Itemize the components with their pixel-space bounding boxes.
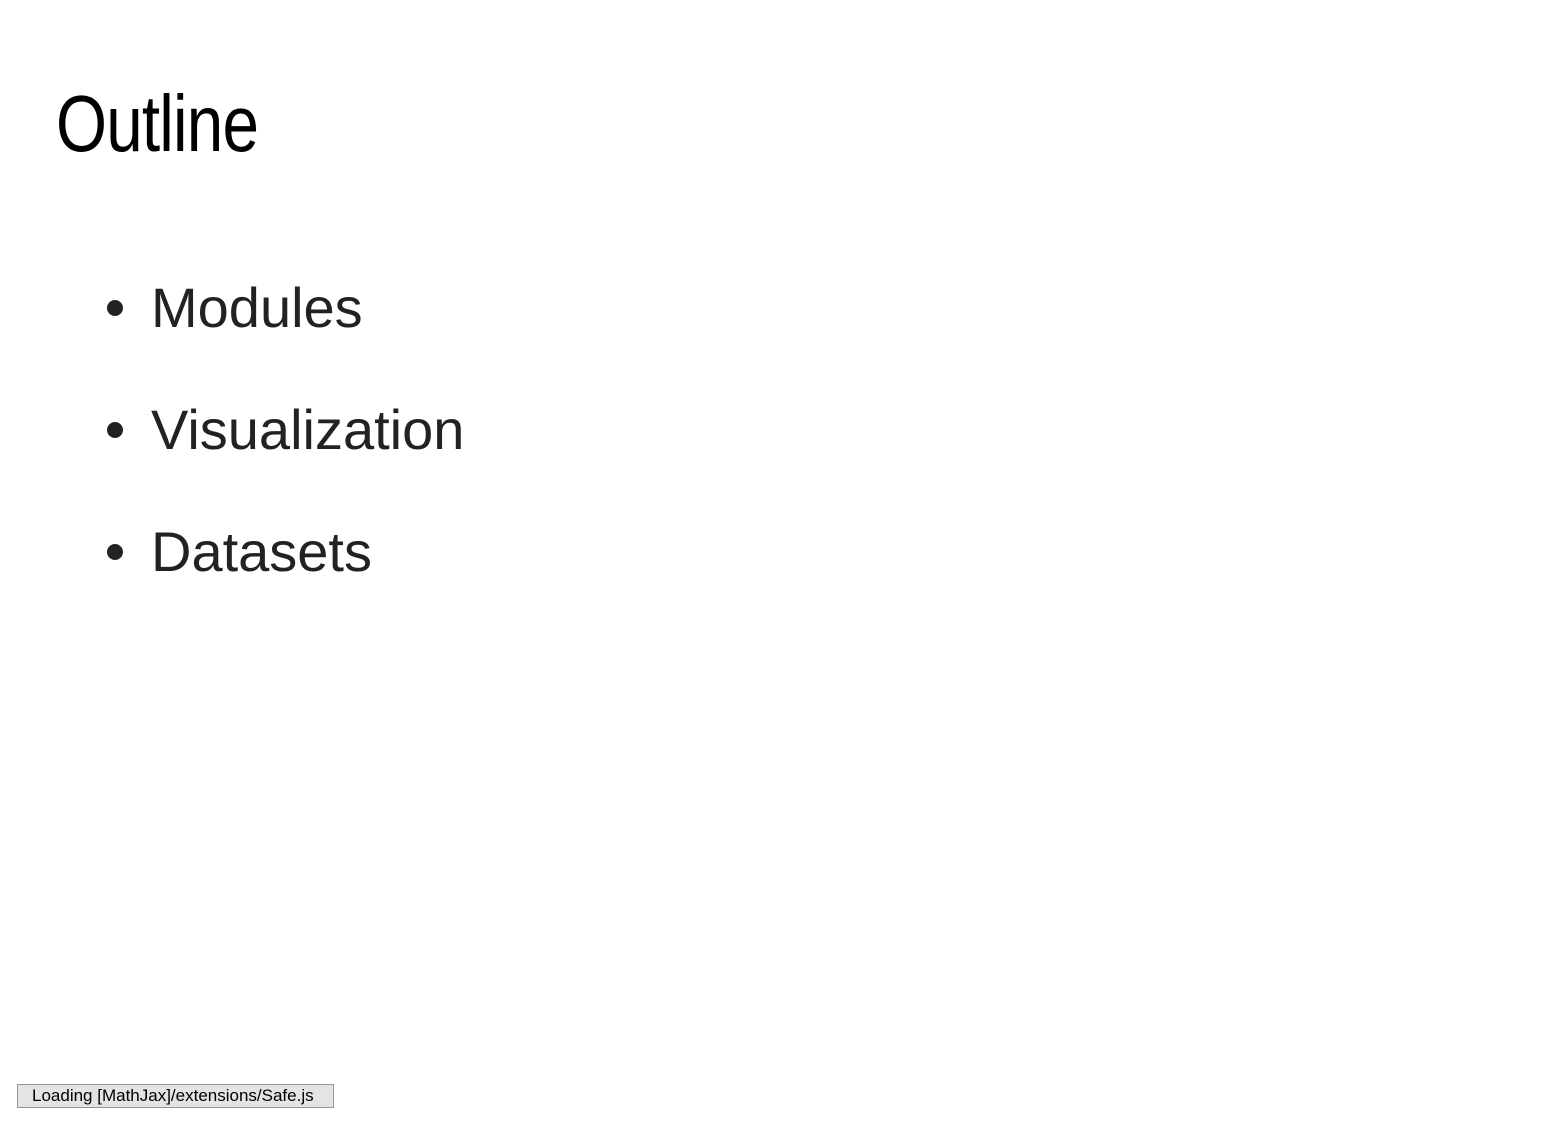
disc-bullet-icon (107, 544, 123, 560)
disc-bullet-icon (107, 422, 123, 438)
list-item-label-visualization: Visualization (151, 398, 465, 461)
list-item-label-modules: Modules (151, 276, 363, 339)
list-item-label-datasets: Datasets (151, 520, 372, 583)
disc-bullet-icon (107, 300, 123, 316)
slide-title: Outline (56, 79, 259, 168)
mathjax-loading-status: Loading [MathJax]/extensions/Safe.js (17, 1084, 334, 1108)
